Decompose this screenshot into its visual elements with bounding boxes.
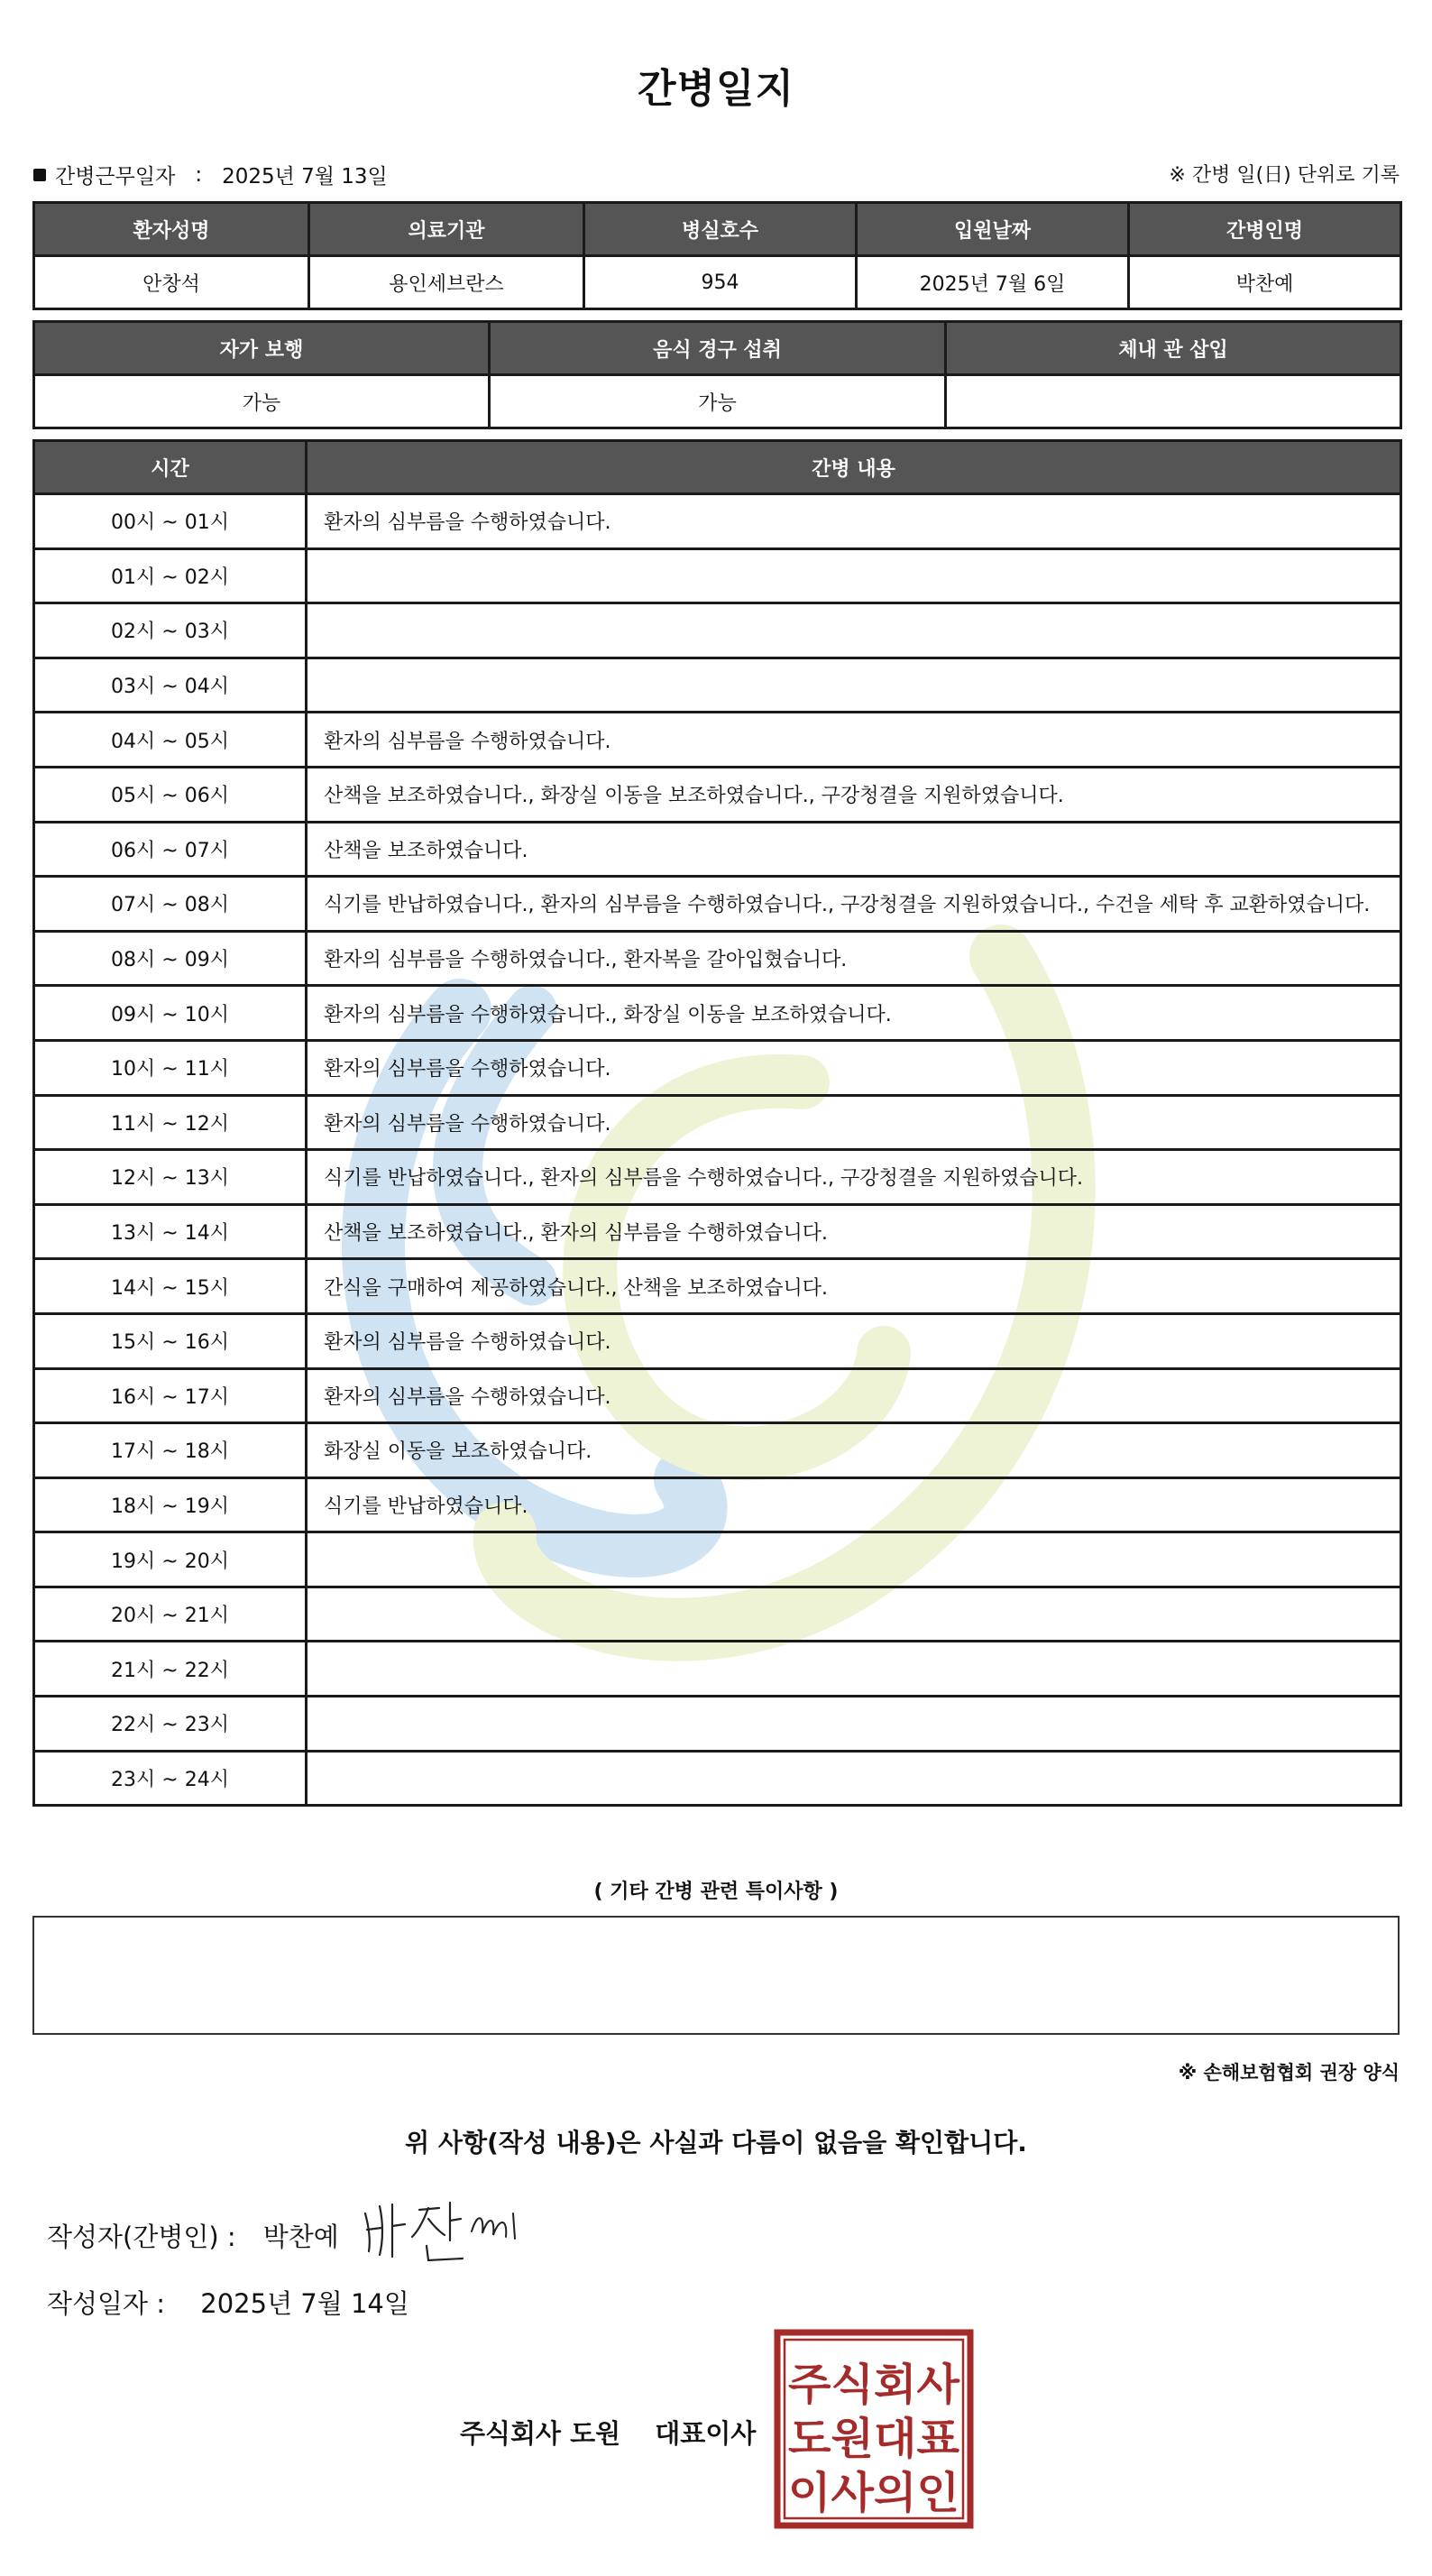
header-admission-date: 입원날짜 xyxy=(857,203,1129,256)
writer-row xyxy=(47,2217,339,2254)
content-cell: 식기를 반납하였습니다., 환자의 심부름을 수행하였습니다., 구강청결을 지원하였습니다., 수건을 세탁 후 교환하였습니다. xyxy=(307,877,1401,932)
time-cell: 14시 ~ 15시 xyxy=(34,1259,307,1314)
content-cell: 환자의 심부름을 수행하였습니다. xyxy=(307,1040,1401,1095)
writer-label: 작성자(간병인) : xyxy=(47,2222,236,2252)
table-row xyxy=(34,767,1401,822)
handwritten-signature xyxy=(356,2186,537,2268)
time-cell: 11시 ~ 12시 xyxy=(34,1095,307,1150)
table-row xyxy=(34,1150,1401,1205)
patient-info-table xyxy=(32,201,1402,310)
content-cell: 산책을 보조하였습니다., 환자의 심부름을 수행하였습니다. xyxy=(307,1204,1401,1259)
room-number: 954 xyxy=(584,256,857,309)
time-cell: 01시 ~ 02시 xyxy=(34,548,307,603)
time-cell: 02시 ~ 03시 xyxy=(34,603,307,658)
content-cell: 환자의 심부름을 수행하였습니다. xyxy=(307,1368,1401,1423)
table-row xyxy=(34,1532,1401,1587)
content-cell: 산책을 보조하였습니다., 화장실 이동을 보조하였습니다., 구강청결을 지원하였습니다. xyxy=(307,767,1401,822)
table-row xyxy=(34,1040,1401,1095)
recommend-note: ※ 손해보험협회 권장 양식 xyxy=(1178,2062,1400,2084)
time-cell: 18시 ~ 19시 xyxy=(34,1477,307,1532)
content-cell: 산책을 보조하였습니다. xyxy=(307,822,1401,877)
table-row xyxy=(34,822,1401,877)
ceo-label: 대표이사 xyxy=(655,2418,757,2449)
hospital: 용인세브란스 xyxy=(309,256,584,309)
company-seal-stamp xyxy=(774,2329,974,2529)
content-cell: 환자의 심부름을 수행하였습니다., 환자복을 갈아입혔습니다. xyxy=(307,931,1401,986)
bullet-square-icon xyxy=(33,169,46,181)
table-row xyxy=(34,1095,1401,1150)
time-cell: 07시 ~ 08시 xyxy=(34,877,307,932)
written-date-label: 작성일자 : xyxy=(47,2288,166,2319)
table-row xyxy=(34,713,1401,768)
seal-line-1: 주식회사 xyxy=(788,2360,960,2410)
patient-name: 안창석 xyxy=(34,256,309,309)
header-hospital: 의료기관 xyxy=(309,203,584,256)
company-line xyxy=(460,2414,756,2451)
time-cell: 17시 ~ 18시 xyxy=(34,1423,307,1478)
work-date-row xyxy=(33,160,388,189)
table-row xyxy=(34,1697,1401,1752)
table-row xyxy=(34,1477,1401,1532)
header-patient-name: 환자성명 xyxy=(34,203,309,256)
header-self-walking: 자가 보행 xyxy=(34,322,490,375)
time-cell: 23시 ~ 24시 xyxy=(34,1751,307,1806)
content-cell xyxy=(307,1587,1401,1642)
content-cell xyxy=(307,603,1401,658)
remarks-title: ( 기타 간병 관련 특이사항 ) xyxy=(593,1881,839,1903)
table-row xyxy=(34,877,1401,932)
table-row xyxy=(34,931,1401,986)
table-row xyxy=(34,1368,1401,1423)
work-date-label: 간병근무일자 xyxy=(55,165,176,189)
time-cell: 05시 ~ 06시 xyxy=(34,767,307,822)
table-row xyxy=(34,1587,1401,1642)
time-cell: 09시 ~ 10시 xyxy=(34,986,307,1041)
header-room-number: 병실호수 xyxy=(584,203,857,256)
admission-date: 2025년 7월 6일 xyxy=(857,256,1129,309)
content-cell: 환자의 심부름을 수행하였습니다. xyxy=(307,1313,1401,1368)
content-cell xyxy=(307,1642,1401,1697)
time-cell: 13시 ~ 14시 xyxy=(34,1204,307,1259)
tube-insertion-value xyxy=(946,375,1401,428)
content-cell: 환자의 심부름을 수행하였습니다. xyxy=(307,1095,1401,1150)
time-cell: 03시 ~ 04시 xyxy=(34,658,307,713)
content-cell xyxy=(307,1697,1401,1752)
header-tube-insertion: 체내 관 삽입 xyxy=(946,322,1401,375)
table-row xyxy=(34,603,1401,658)
table-row xyxy=(34,494,1401,549)
time-cell: 20시 ~ 21시 xyxy=(34,1587,307,1642)
content-cell xyxy=(307,1751,1401,1806)
time-cell: 08시 ~ 09시 xyxy=(34,931,307,986)
table-row xyxy=(34,1751,1401,1806)
content-cell: 식기를 반납하였습니다. xyxy=(307,1477,1401,1532)
time-cell: 06시 ~ 07시 xyxy=(34,822,307,877)
seal-line-3: 이사의인 xyxy=(788,2468,959,2518)
content-cell xyxy=(307,1532,1401,1587)
content-cell xyxy=(307,658,1401,713)
time-cell: 00시 ~ 01시 xyxy=(34,494,307,549)
confirm-statement: 위 사항(작성 내용)은 사실과 다름이 없음을 확인합니다. xyxy=(405,2128,1027,2157)
written-date-row xyxy=(47,2284,409,2321)
time-cell: 19시 ~ 20시 xyxy=(34,1532,307,1587)
time-cell: 21시 ~ 22시 xyxy=(34,1642,307,1697)
work-date-separator: : xyxy=(195,162,203,187)
content-cell: 화장실 이동을 보조하였습니다. xyxy=(307,1423,1401,1478)
company-name: 주식회사 도원 xyxy=(460,2418,621,2449)
content-cell: 간식을 구매하여 제공하였습니다., 산책을 보조하였습니다. xyxy=(307,1259,1401,1314)
self-walking-value: 가능 xyxy=(34,375,490,428)
time-cell: 12시 ~ 13시 xyxy=(34,1150,307,1205)
time-cell: 22시 ~ 23시 xyxy=(34,1697,307,1752)
header-time: 시간 xyxy=(34,441,307,494)
table-row xyxy=(34,1204,1401,1259)
unit-note: ※ 간병 일(日) 단위로 기록 xyxy=(1169,164,1400,187)
care-log-table xyxy=(32,439,1402,1807)
table-row xyxy=(34,986,1401,1041)
time-cell: 04시 ~ 05시 xyxy=(34,713,307,768)
caregiver-name: 박찬예 xyxy=(1129,256,1401,309)
oral-intake-value: 가능 xyxy=(490,375,946,428)
remarks-box xyxy=(32,1916,1400,2035)
header-caregiver-name: 간병인명 xyxy=(1129,203,1401,256)
table-row xyxy=(34,1259,1401,1314)
content-cell: 환자의 심부름을 수행하였습니다., 화장실 이동을 보조하였습니다. xyxy=(307,986,1401,1041)
table-row xyxy=(34,548,1401,603)
table-row xyxy=(34,1423,1401,1478)
page-title: 간병일지 xyxy=(637,66,794,112)
table-row xyxy=(34,658,1401,713)
writer-name: 박찬예 xyxy=(262,2222,339,2252)
time-cell: 16시 ~ 17시 xyxy=(34,1368,307,1423)
seal-line-2: 도원대표 xyxy=(788,2414,960,2464)
content-cell: 환자의 심부름을 수행하였습니다. xyxy=(307,494,1401,549)
table-row xyxy=(34,1642,1401,1697)
table-row xyxy=(34,1313,1401,1368)
content-cell xyxy=(307,548,1401,603)
time-cell: 10시 ~ 11시 xyxy=(34,1040,307,1095)
status-info-table xyxy=(32,320,1402,429)
header-oral-intake: 음식 경구 섭취 xyxy=(490,322,946,375)
header-care-content: 간병 내용 xyxy=(307,441,1401,494)
written-date-value: 2025년 7월 14일 xyxy=(200,2288,409,2319)
work-date-value: 2025년 7월 13일 xyxy=(222,165,388,189)
content-cell: 식기를 반납하였습니다., 환자의 심부름을 수행하였습니다., 구강청결을 지원하였습니다. xyxy=(307,1150,1401,1205)
content-cell: 환자의 심부름을 수행하였습니다. xyxy=(307,713,1401,768)
time-cell: 15시 ~ 16시 xyxy=(34,1313,307,1368)
